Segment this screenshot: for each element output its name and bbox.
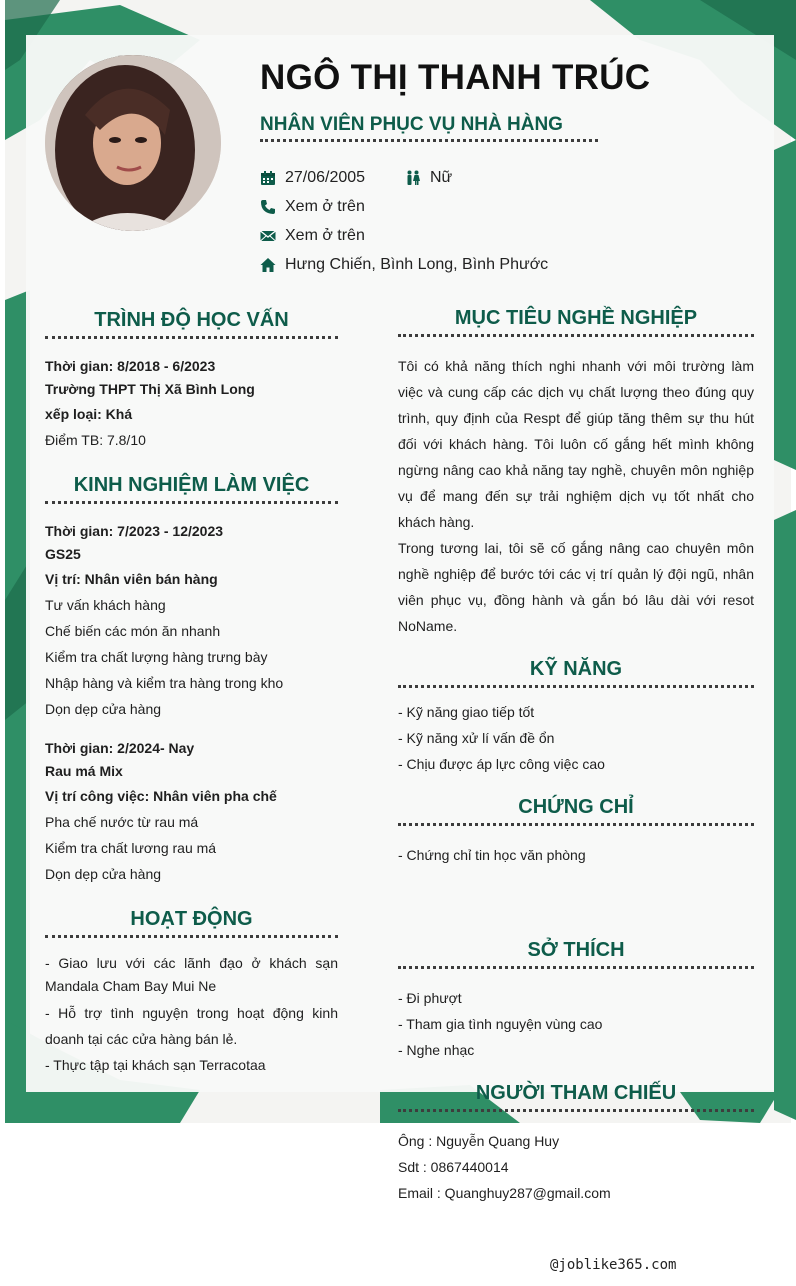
job-task: Tư vấn khách hàng	[45, 597, 166, 613]
gender-value: Nữ	[430, 169, 453, 186]
certificates-divider	[398, 823, 754, 826]
references-title: NGƯỜI THAM CHIẾU	[475, 1082, 677, 1104]
phone-row	[260, 198, 365, 216]
gender-row	[405, 169, 452, 187]
watermark: @joblike365.com	[550, 1257, 677, 1273]
job-time: Thời gian: 2/2024- Nay	[45, 740, 195, 756]
reference-item: Email : Quanghuy287@gmail.com	[398, 1185, 611, 1201]
birthday-row	[260, 169, 365, 187]
education-grade: xếp loại: Khá	[45, 406, 133, 422]
skill-item: - Kỹ năng xử lí vấn đề ổn	[398, 730, 555, 746]
home-icon	[260, 257, 276, 273]
candidate-name: NGÔ THỊ THANH TRÚC	[260, 58, 651, 97]
activity-item: - Hỗ trợ tình nguyện trong hoạt động kinh doanh tại các cửa hàng bán lẻ.	[45, 1005, 338, 1047]
activity-item: - Thực tập tại khách sạn Terracotaa	[45, 1057, 266, 1073]
job-time: Thời gian: 7/2023 - 12/2023	[45, 523, 224, 539]
job-position: Vị trí công việc: Nhân viên pha chế	[45, 788, 277, 804]
reference-item: Ông : Nguyễn Quang Huy	[398, 1133, 560, 1149]
objective-paragraph: Trong tương lai, tôi sẽ cố gắng nâng cao chuyên môn nghề nghiệp để bước tới các vị trí quản lý đội ngũ, nhân viên phục vụ, đồng hành và gắn bó lâu dài với resot NoName.	[398, 540, 754, 634]
activity-item: - Giao lưu với các lãnh đạo ở khách sạn Mandala Cham Bay Mui Ne	[45, 955, 338, 994]
job-company: GS25	[45, 546, 81, 562]
skill-item: - Chịu được áp lực công việc cao	[398, 756, 605, 772]
hobby-item: - Đi phượt	[398, 990, 462, 1006]
activities-title: HOẠT ĐỘNG	[130, 908, 253, 930]
skill-item: - Kỹ năng giao tiếp tốt	[398, 704, 535, 720]
job-task: Kiểm tra chất lượng hàng trưng bày	[45, 649, 268, 665]
profile-photo	[45, 55, 221, 231]
hobby-item: - Nghe nhạc	[398, 1042, 475, 1058]
address-value: Hưng Chiến, Bình Long, Bình Phước	[285, 256, 549, 273]
education-school: Trường THPT Thị Xã Bình Long	[45, 381, 255, 397]
activities-divider	[45, 935, 338, 938]
job-company: Rau má Mix	[45, 763, 123, 779]
education-title: TRÌNH ĐỘ HỌC VẤN	[94, 309, 289, 331]
hobbies-title: SỞ THÍCH	[527, 939, 625, 961]
job-task: Pha chế nước từ rau má	[45, 814, 199, 830]
address-row	[260, 256, 548, 274]
job-task: Chế biến các món ăn nhanh	[45, 623, 221, 639]
email-row	[260, 227, 365, 245]
calendar-icon	[260, 170, 276, 186]
job-task: Dọn dẹp cửa hàng	[45, 701, 162, 717]
job-task: Nhập hàng và kiểm tra hàng trong kho	[45, 675, 284, 691]
skills-divider	[398, 685, 754, 688]
gender-icon	[405, 170, 421, 186]
header-divider	[260, 139, 598, 142]
job-position: Vị trí: Nhân viên bán hàng	[45, 571, 218, 587]
objective-paragraph: Tôi có khả năng thích nghi nhanh với môi trường làm việc và cung cấp các dịch vụ chất lượng theo đúng quy trình, quy định của Respt để giúp tăng thêm sự thu hút đối với khách hàng. Tôi luôn cố gắng hết mình không ngừng nâng cao khả năng tay nghề, chuyên môn nghiệp vụ để mang đến sự trải nghiệm dịch vụ tốt nhất cho khách hàng.	[398, 358, 754, 530]
envelope-icon	[260, 228, 276, 244]
hobby-item: - Tham gia tình nguyện vùng cao	[398, 1016, 603, 1032]
phone-icon	[260, 199, 276, 215]
hobbies-divider	[398, 966, 754, 969]
phone-value: Xem ở trên	[285, 198, 365, 215]
certificate-item: - Chứng chỉ tin học văn phòng	[398, 847, 586, 863]
certificates-title: CHỨNG CHỈ	[518, 796, 634, 818]
experience-title: KINH NGHIỆM LÀM VIỆC	[73, 474, 310, 496]
email-value: Xem ở trên	[285, 227, 365, 244]
experience-divider	[45, 501, 338, 504]
objective-title: MỤC TIÊU NGHỀ NGHIỆP	[454, 307, 698, 329]
references-divider	[398, 1109, 754, 1112]
job-task: Dọn dẹp cửa hàng	[45, 866, 162, 882]
education-time: Thời gian: 8/2018 - 6/2023	[45, 358, 216, 374]
birthday-value: 27/06/2005	[285, 169, 366, 186]
job-title: NHÂN VIÊN PHỤC VỤ NHÀ HÀNG	[260, 114, 563, 135]
education-gpa: Điểm TB: 7.8/10	[45, 432, 146, 448]
objective-divider	[398, 334, 754, 337]
reference-item: Sdt : 0867440014	[398, 1159, 509, 1175]
education-divider	[45, 336, 338, 339]
job-task: Kiểm tra chất lương rau má	[45, 840, 217, 856]
skills-title: KỸ NĂNG	[529, 658, 623, 680]
